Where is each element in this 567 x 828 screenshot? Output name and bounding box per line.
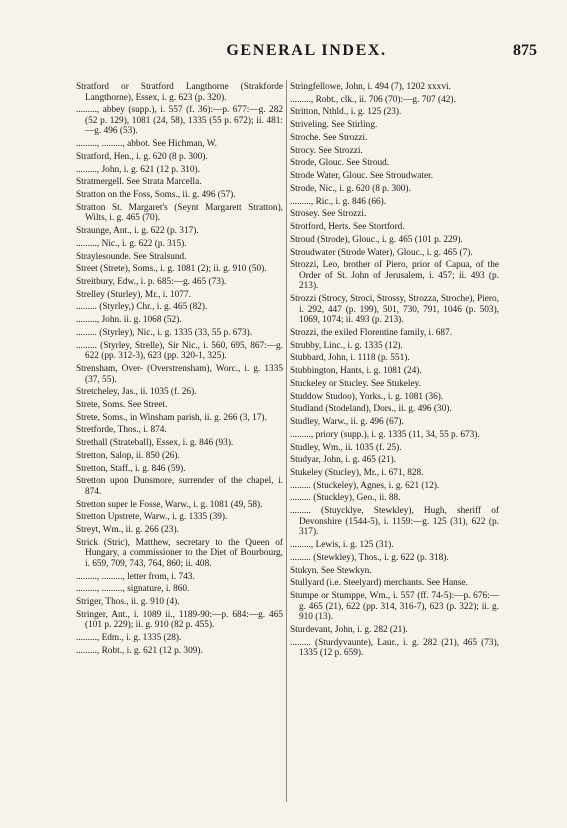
index-entry: Strete, Soms. See Street. (76, 399, 168, 410)
index-entry: Straunge, Ant., i. g. 622 (p. 317). (76, 226, 199, 237)
index-entry: Studyar, John, i. g. 465 (21). (290, 455, 397, 466)
index-entry: Stratton on the Foss, Soms., ii. g. 496 (57). (76, 190, 236, 201)
index-entry: Striger, Thos., ii. g. 910 (4). (76, 597, 180, 608)
index-entry: Stullyard (i.e. Steelyard) merchants. See Hanse. (290, 578, 468, 589)
index-entry: ........., Edm., i. g. 1335 (28). (76, 633, 182, 644)
index-entry: Stritton, Nthld., i. g. 125 (23). (290, 107, 402, 118)
index-column-right (290, 82, 499, 661)
index-entry: ........., Robt., clk., ii. 706 (70):—g. 707 (42). (290, 94, 456, 105)
index-entry: ........., ........., signature, i. 860. (76, 584, 190, 595)
index-entry: Stroudwater (Strode Water), Glouc., i. g. 465 (7). (290, 247, 473, 258)
index-entry: Stratmergell. See Strata Marcella. (76, 177, 202, 188)
index-entry: ........., Robt., i. g. 621 (12 p. 309). (76, 645, 203, 656)
index-column-left (76, 82, 283, 659)
column-divider (286, 80, 287, 802)
index-entry: Sturdevant, John, i. g. 282 (21). (290, 624, 408, 635)
index-entry: Stuckeley or Stucley. See Stukeley. (290, 378, 421, 389)
index-entry: Street (Strete), Soms., i. g. 1081 (2); ii. g. 910 (50). (76, 264, 267, 275)
index-entry: ......... (Stuycklye, Stewkley), Hugh, sheriff of Devonshire (1544-5), i. 1159:—g. 125 (31), 622 (p. 317). (290, 506, 499, 538)
index-entry: Stretton, Salop, ii. 850 (26). (76, 450, 180, 461)
index-entry: Strelley (Sturley), Mr., i. 1077. (76, 289, 191, 300)
index-entry: Strensham, Over- (Overstrensham), Worc., i. g. 1335 (37, 55). (76, 363, 283, 385)
index-entry: ......... (Styrley), Nic., i. g. 1335 (33, 55 p. 673). (76, 327, 253, 338)
index-entry: Strethall (Strateball), Essex, i. g. 846 (93). (76, 438, 234, 449)
index-entry: ........., Nic., i. g. 622 (p. 315). (76, 238, 187, 249)
index-entry: Streitbury, Edw., i. p. 685:—g. 465 (73). (76, 277, 227, 287)
index-entry: Stroche. See Strozzi. (290, 132, 368, 143)
index-entry: Studland (Stodeland), Dors., ii. g. 496 (30). (290, 404, 452, 415)
header-title: GENERAL INDEX. (226, 42, 387, 59)
index-entry: Studley, Warw., ii. g. 496 (67). (290, 417, 404, 428)
index-entry: Strode Water, Glouc. See Stroudwater. (290, 171, 434, 182)
index-entry: Studdow Studoo), Yorks., i. g. 1081 (36). (290, 391, 444, 402)
index-entry: Stringfellowe, John, i. 494 (7), 1202 xxxvi. (290, 82, 451, 92)
index-entry: Strozzi, Leo, brother of Piero, prior of Capua, of the Order of St. John of Jerusalem, i. 457; ii. 493 (p. 213). (290, 260, 499, 292)
index-entry: Stratton St. Margaret's (Seynt Margarett Stratton), Wilts, i. g. 465 (70). (76, 202, 283, 224)
index-entry: Stroud (Strode), Glouc., i. g. 465 (101 p. 229). (290, 234, 463, 245)
index-entry: Straylesounde. See Stralsund. (76, 251, 187, 262)
index-entry: Stratford, Hen., i. g. 620 (8 p. 300). (76, 151, 208, 162)
index-entry: Stretton, Staff., i. g. 846 (59). (76, 463, 186, 474)
index-entry: ........., Lewis, i. g. 125 (31). (290, 540, 394, 551)
running-header (76, 42, 537, 62)
index-entry: Strode, Glouc. See Stroud. (290, 158, 390, 169)
index-entry: Strode, Nic., i. g. 620 (8 p. 300). (290, 183, 411, 194)
index-entry: ........., Ric., i. g. 846 (66). (290, 196, 387, 207)
index-entry: ......... (Sturdyvaunte), Laur., i. g. 282 (21), 465 (73), 1335 (12 p. 659). (290, 637, 499, 659)
index-entry: Stretforde, Thos., i. 874. (76, 425, 167, 436)
index-entry: Stukeley (Stucley), Mr., i. 671, 828. (290, 468, 424, 479)
index-entry: Strocy. See Strozzi. (290, 145, 363, 156)
index-entry: Streyt, Wm., ii. g. 266 (23). (76, 525, 179, 536)
index-entry: ......... (Stuckeley), Agnes, i. g. 621 (12). (290, 480, 440, 491)
index-entry: Stumpe or Stumppe, Wm., i. 557 (ff. 74-5):—p. 676:—g. 465 (21), 622 (pp. 314, 316-7), 623 (p. 322); ii. g. 910 (13). (290, 590, 499, 623)
index-entry: ........., ........., letter from, i. 743. (76, 571, 195, 582)
index-entry: Stubbard, John, i. 1118 (p. 551). (290, 353, 410, 364)
index-entry: Strosey. See Strozzi. (290, 209, 367, 220)
index-entry: Strozzi (Strocy, Stroci, Strossy, Strozza, Stroche), Piero, i. 292, 447 (p. 199), 501, 730, 791, 1046 (p. 503), 1069, 1074; ii. 493 (p. 213). (290, 294, 499, 326)
index-entry: ........., ........., abbot. See Hichman, W. (76, 139, 217, 150)
index-entry: ......... (Styrley,) Chr., i. g. 465 (82). (76, 302, 208, 313)
index-entry: Strozzi, the exiled Florentine family, i. 687. (290, 327, 453, 338)
index-entry: Stringer, Ant., i. 1089 ii., 1189-90:—p. 684:—g. 465 (101 p. 229); ii. g. 910 (82 p. 455). (76, 609, 283, 631)
index-entry: ......... (Styrley, Strelle), Sir Nic., i. 560, 695, 867:—g. 622 (pp. 312-3), 623 (pp. 320-1, 325). (76, 340, 283, 362)
index-entry: Stukyn. See Stewkyn. (290, 565, 372, 576)
index-entry: Striveling. See Stirling. (290, 120, 378, 131)
index-entry: Stubbington, Hants, i. g. 1081 (24). (290, 366, 422, 377)
index-entry: ......... (Stuckley), Geo., ii. 88. (290, 493, 401, 504)
index-entry: Stretcheley, Jas., ii. 1035 (f. 26). (76, 387, 197, 398)
index-entry: Strete, Soms., in Winsham parish, ii. g. 266 (3, 17). (76, 412, 267, 423)
index-entry: Stretton super le Fosse, Warw., i. g. 1081 (49, 58). (76, 499, 263, 510)
index-entry: ........., abbey (supp.), i. 557 (f. 36):—p. 677:—g. 282 (52 p. 129), 1081 (24, 58), 1335 (55 p. 672); ii. 481:—g. 496 (53). (76, 105, 283, 137)
page-number: 875 (513, 42, 537, 59)
index-entry: Stretton Upstrete, Warw., i. g. 1335 (39). (76, 512, 228, 523)
index-entry: Studley, Wm., ii. 1035 (f. 25). (290, 442, 402, 453)
index-entry: Strick (Stric), Matthew, secretary to the Queen of Hungary, a commissioner to the Diet of Bourbourg, i. 659, 709, 743, 764, 860; ii. 408. (76, 537, 283, 569)
index-entry: ........., John. ii. g. 1068 (52). (76, 315, 182, 326)
index-entry: Stretton upon Dunsmore, surrender of the chapel, i. 874. (76, 476, 283, 497)
index-entry: ......... (Stewkley), Thos., i. g. 622 (p. 318). (290, 552, 449, 563)
index-entry: Stratford or Stratford Langthorne (Strakforde Langthorne), Essex, i. g. 623 (p. 320). (76, 82, 283, 103)
index-entry: ........., priory (supp.), i. g. 1335 (11, 34, 55 p. 673). (290, 429, 480, 440)
index-entry: Strotford, Herts. See Stortford. (290, 222, 405, 233)
index-entry: Strubby, Linc., i. g. 1335 (12). (290, 340, 403, 351)
index-entry: ........., John, i. g. 621 (12 p. 310). (76, 164, 200, 175)
